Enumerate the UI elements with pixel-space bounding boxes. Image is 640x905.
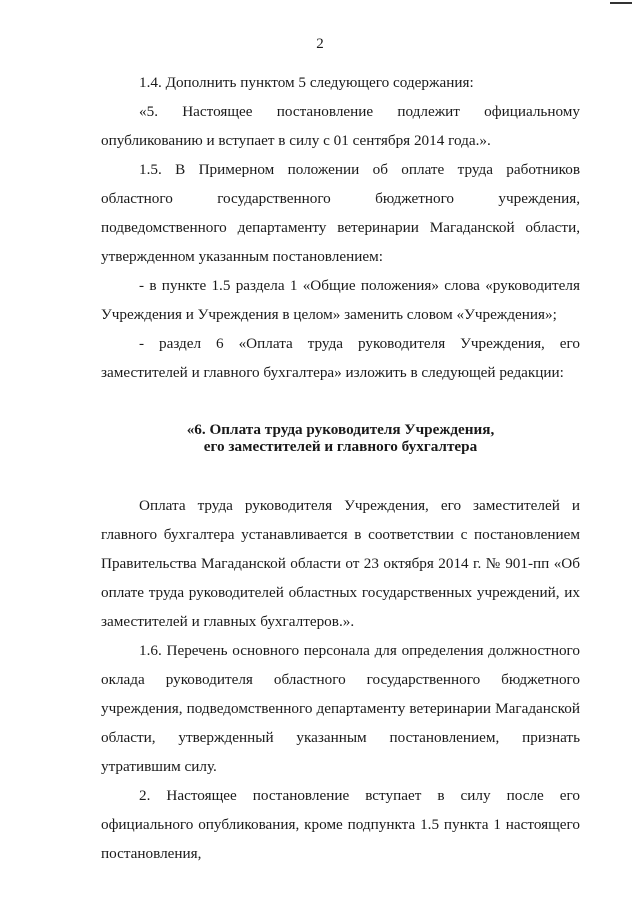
paragraph-section-6-body: Оплата труда руководителя Учреждения, его заместителей и главного бухгалтера устанавливается в соответствии с постановлением Правительства Магаданской области от 23 октября 2014 г. № 901-пп «Об оплате труда руководителей областных государственных учреждений, их заместителей и главных бухгалтеров.». <box>101 497 580 630</box>
spacer <box>101 455 580 491</box>
paragraph-dash-2: - раздел 6 «Оплата труда руководителя Учреждения, его заместителей и главного бухгалтера» изложить в следующей редакции: <box>101 335 580 381</box>
paragraph-dash-1: - в пункте 1.5 раздела 1 «Общие положения» слова «руководителя Учреждения и Учреждения в целом» заменить словом «Учреждения»; <box>101 277 580 323</box>
paragraph-quote-5: «5. Настоящее постановление подлежит официальному опубликованию и вступает в силу с 01 сентября 2014 года.». <box>101 103 580 149</box>
section-heading-line-2: его заместителей и главного бухгалтера <box>203 438 478 455</box>
section-heading-line-1: «6. Оплата труда руководителя Учреждения, <box>186 421 495 438</box>
page-number: 2 <box>316 36 324 52</box>
section-heading <box>101 421 580 455</box>
paragraph-2: 2. Настоящее постановление вступает в силу после его официального опубликования, кроме подпункта 1.5 пункта 1 настоящего постановления, <box>101 787 580 862</box>
document-body <box>101 68 580 868</box>
paragraph-1-4: 1.4. Дополнить пунктом 5 следующего содержания: <box>139 74 474 91</box>
corner-scan-mark <box>610 2 632 4</box>
paragraph-1-6: 1.6. Перечень основного персонала для определения должностного оклада руководителя областного государственного бюджетного учреждения, подведомственного департаменту ветеринарии Магаданской области, утвержденный указанным постановлением, признать утратившим силу. <box>101 642 580 775</box>
paragraph-1-5: 1.5. В Примерном положении об оплате труда работников областного государственного бюджетного учреждения, подведомственного департаменту ветеринарии Магаданской области, утвержденном указанным постановлением: <box>101 161 580 265</box>
